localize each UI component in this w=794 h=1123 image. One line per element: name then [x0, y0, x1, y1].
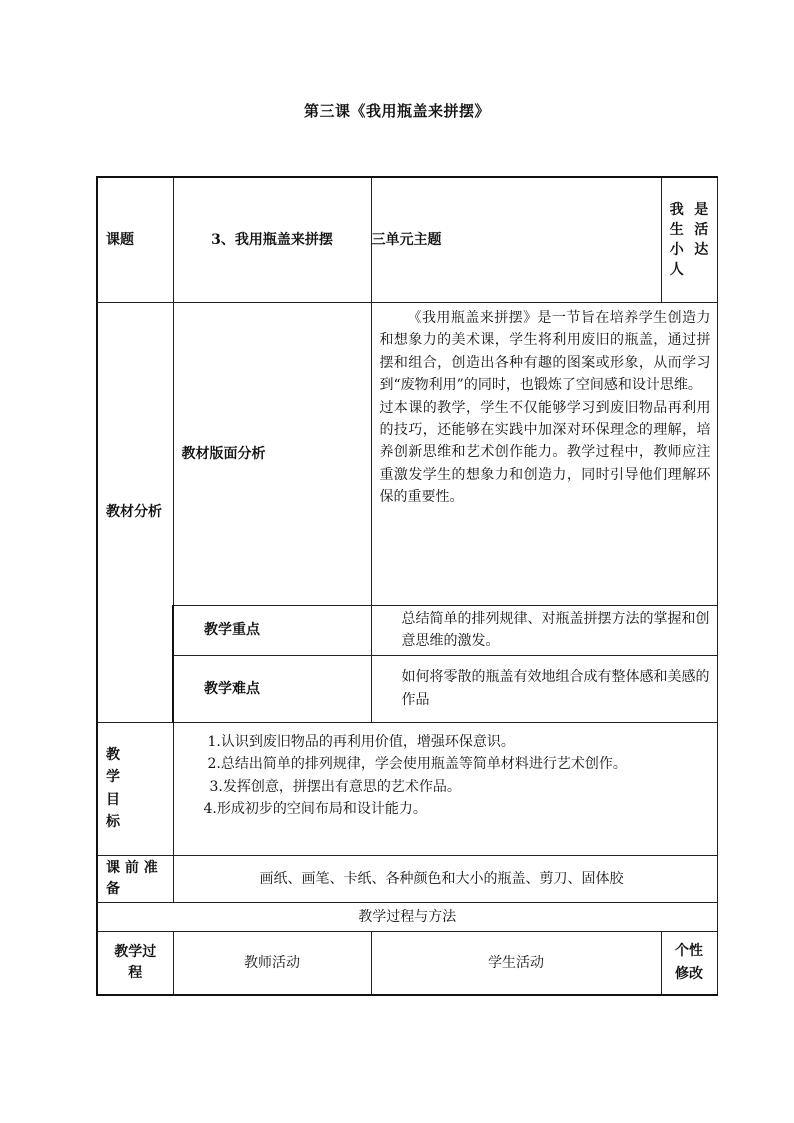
student-activity-header: 学生活动 [371, 931, 661, 995]
topic-name: 3、我用瓶盖来拼摆 [173, 177, 371, 303]
goal-item: 3.发挥创意，拼摆出有意思的艺术作品。 [209, 778, 461, 795]
goals-label-char: 学 [106, 769, 120, 786]
process-col-label-line: 程 [128, 964, 143, 981]
analysis-label: 教材分析 [97, 303, 173, 723]
personal-revision-header [661, 931, 717, 995]
process-col-label-line: 教学过 [114, 943, 157, 960]
analysis-paragraph-2: 过本课的教学，学生不仅能够学习到废旧物品再利用的技巧，还能够在实践中加深对环保理念的理解，培养创新思维和艺术创作能力。教学过程中，教师应注重激发学生的想象力和创造力，同时引导他们理解环保的重要性。 [379, 399, 711, 506]
theme-char: 我 [669, 201, 684, 218]
process-col-label [97, 931, 173, 995]
teacher-activity-header: 教师活动 [173, 931, 371, 995]
goals-label-char: 教 [106, 747, 120, 763]
goals-label-char: 标 [106, 814, 120, 831]
key-point-label: 教学重点 [173, 606, 371, 656]
difficulty-row [97, 655, 717, 722]
analysis-text [371, 303, 717, 606]
preparation-label [97, 855, 173, 902]
personal-revision-line: 个性 [675, 943, 703, 960]
theme-char: 小 [669, 241, 684, 258]
goals-label-char: 目 [106, 791, 120, 808]
preparation-label-line: 课 前 准 [106, 860, 158, 877]
preparation-label-line: 备 [106, 880, 120, 897]
analysis-sub-label: 教材版面分析 [173, 303, 371, 606]
goal-item: 2.总结出简单的排列规律，学会使用瓶盖等简单材料进行艺术创作。 [207, 756, 627, 773]
goals-row [97, 722, 717, 855]
lesson-plan-table [96, 176, 718, 996]
theme-char: 是 [694, 201, 709, 218]
goals-list [173, 722, 717, 855]
personal-revision-line: 修改 [675, 965, 703, 982]
page-title: 第三课《我用瓶盖来拼摆》 [303, 102, 490, 120]
key-point-row [97, 606, 717, 656]
topic-label: 课题 [97, 177, 173, 303]
theme-char: 生 [669, 221, 684, 238]
preparation-text: 画纸、画笔、卡纸、各种颜色和大小的瓶盖、剪刀、固体胶 [173, 855, 717, 902]
goal-item: 4.形成初步的空间布局和设计能力。 [203, 800, 427, 817]
theme-char: 达 [694, 241, 709, 258]
difficulty-text: 如何将零散的瓶盖有效地组合成有整体感和美感的作品 [371, 655, 717, 722]
topic-row [97, 177, 717, 303]
process-title-row [97, 902, 717, 931]
theme-char: 活 [694, 221, 709, 238]
preparation-row [97, 855, 717, 902]
theme-char: 人 [669, 261, 684, 278]
unit-theme: 三单元主题 [371, 177, 661, 303]
difficulty-label: 教学难点 [173, 655, 371, 722]
goal-item: 1.认识到废旧物品的再利用价值，增强环保意识。 [207, 733, 515, 750]
analysis-row [97, 303, 717, 606]
theme-title-cell [661, 177, 717, 303]
key-point-text: 总结简单的排列规律、对瓶盖拼摆方法的掌握和创意思维的激发。 [371, 606, 717, 656]
process-title: 教学过程与方法 [97, 902, 717, 931]
process-header-row [97, 931, 717, 995]
analysis-paragraph-1: 《我用瓶盖来拼摆》是一节旨在培养学生创造力和想象力的美术课，学生将利用废旧的瓶盖，通过拼摆和组合，创造出各种有趣的图案或形象，从而学习到“废物利用”的同时，也锻炼了空间感和设计思维。 [379, 310, 711, 394]
goals-label [97, 722, 173, 855]
